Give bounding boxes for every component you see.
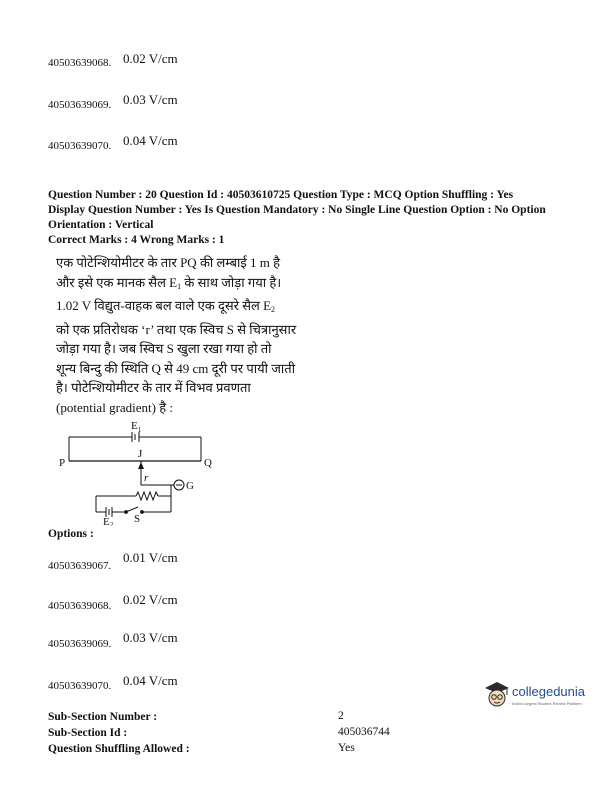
prev-option-value-3: 0.04 V/cm: [123, 133, 178, 148]
prev-option-id-3: 40503639070.: [48, 140, 112, 152]
option-id-2: 40503639068.: [48, 600, 112, 612]
option-value-1: 0.01 V/cm: [123, 550, 178, 565]
label-q: Q: [204, 457, 212, 469]
footer-label-3: Question Shuffling Allowed :: [48, 743, 190, 755]
options-heading: Options :: [48, 528, 94, 540]
logo-name: collegedunia: [512, 684, 586, 699]
prev-option-id-2: 40503639069.: [48, 99, 112, 111]
potentiometer-circuit-diagram: [50, 418, 220, 526]
question-marks: Correct Marks : 4 Wrong Marks : 1: [48, 234, 225, 246]
question-text-line-1: एक पोटेन्शियोमीटर के तार PQ की लम्बाई 1 m है: [56, 255, 281, 270]
label-g: G: [186, 480, 194, 492]
option-id-3: 40503639069.: [48, 638, 112, 650]
prev-option-value-1: 0.02 V/cm: [123, 51, 178, 66]
question-text-line-4: को एक प्रतिरोधक ‘r’ तथा एक स्विच S से चित्रानुसार: [56, 321, 297, 337]
footer-value-2: 405036744: [338, 726, 390, 738]
option-id-4: 40503639070.: [48, 680, 112, 692]
question-header-line-1: Question Number : 20 Question Id : 40503610725 Question Type : MCQ Option Shuffling : Yes: [48, 189, 514, 201]
footer-value-1: 2: [338, 710, 344, 722]
logo-tagline: India's largest Student Review Platform: [512, 701, 582, 706]
question-text-line-5: जोड़ा गया है। जब स्विच S खुला रखा गया हो तो: [56, 341, 272, 356]
prev-option-id-1: 40503639068.: [48, 57, 112, 69]
label-j: J: [138, 448, 143, 460]
question-text: [56, 253, 316, 417]
option-id-1: 40503639067.: [48, 560, 112, 572]
option-value-3: 0.03 V/cm: [123, 630, 178, 645]
question-header-line-3: Orientation : Vertical: [48, 219, 154, 231]
prev-option-value-2: 0.03 V/cm: [123, 92, 178, 107]
question-text-line-2: और इसे एक मानक सैल $E_1$ के साथ जोड़ा गया है।: [56, 274, 282, 291]
label-r: r: [144, 472, 149, 484]
label-e2: E2: [103, 516, 114, 526]
collegedunia-logo: [484, 680, 604, 714]
option-value-4: 0.04 V/cm: [123, 673, 178, 688]
question-text-line-8: (potential gradient) है :: [56, 399, 174, 415]
label-p: P: [59, 457, 66, 469]
question-text-line-7: है। पोटेन्शियोमीटर के तार में विभव प्रवणता: [56, 380, 251, 395]
question-text-line-3: 1.02 V विद्युत-वाहक बल वाले एक दूसरे सैल $E_2$: [56, 298, 276, 314]
question-text-line-6: शून्य बिन्दु की स्थिति Q से 49 cm दूरी पर पायी जाती: [56, 360, 296, 376]
question-header: [48, 188, 588, 248]
option-value-2: 0.02 V/cm: [123, 592, 178, 607]
question-header-line-2: Display Question Number : Yes Is Question Mandatory : No Single Line Question Option : No Option: [48, 204, 546, 216]
footer-label-2: Sub-Section Id :: [48, 727, 128, 739]
footer-label-1: Sub-Section Number :: [48, 711, 158, 723]
student-mascot-icon: [484, 680, 510, 710]
footer-value-3: Yes: [338, 742, 355, 754]
label-s: S: [134, 513, 141, 525]
label-e1: $E_1$: [131, 420, 142, 434]
